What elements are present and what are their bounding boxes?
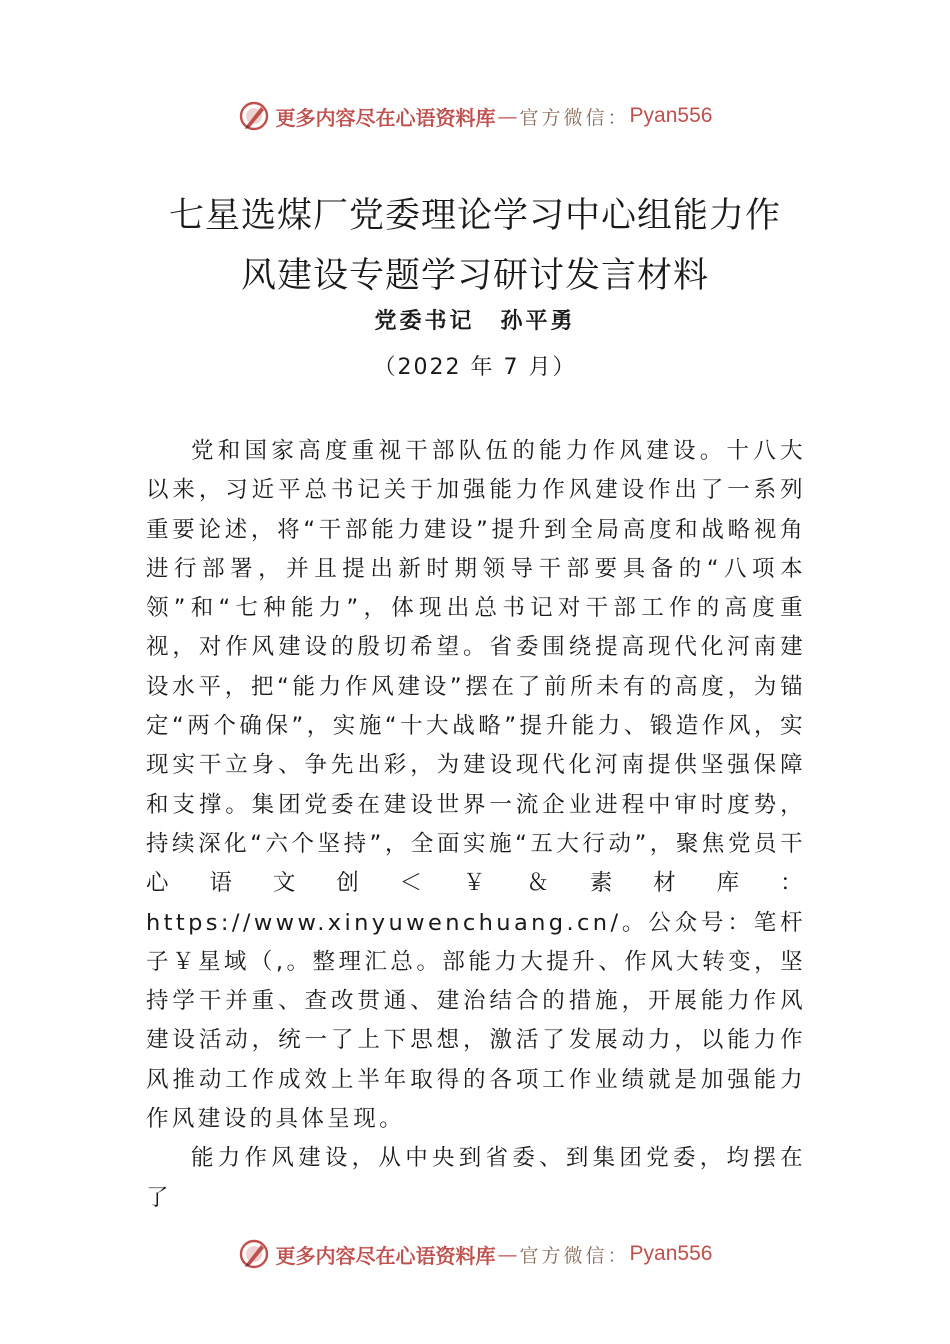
body-paragraph: 能力作风建设，从中央到省委、到集团党委，均摆在了 <box>146 1145 806 1211</box>
watermark-wechat-id: Pyan556 <box>629 104 713 127</box>
author-line <box>0 304 950 335</box>
document-body <box>146 432 806 1218</box>
watermark-wechat-id: Pyan556 <box>629 1242 713 1265</box>
watermark-dash: — <box>497 104 518 128</box>
document-title-line2: 风建设专题学习研讨发言材料 <box>240 256 709 296</box>
watermark-banner-top <box>0 96 950 136</box>
body-paragraph: 党和国家高度重视干部队伍的能力作风建设。十八大以来，习近平总书记关于加强能力作风建设作出了一系列重要论述，将“干部能力建设”提升到全局高度和战略视角进行部署，并且提出新时期领导干部要具备的“八项本领”和“七种能力”，体现出总书记对干部工作的高度重视，对作风建设的殷切希望。省委围绕提高现代化河南建设水平，把“能力作风建设”摆在了前所未有的高度，为锚定“两个确保”，实施“十大战略”提升能力、锻造作风，实现实干立身、争先出彩，为建设现代化河南提供坚强保障和支撑。集团党委在建设世界一流企业进程中审时度势，持续深化“六个坚持”，全面实施“五大行动”，聚焦党员干心语文创＜￥＆素材库：https://www.xinyuwenchuang.cn/。公众号：笔杆子￥星域（,。整理汇总。部能力大提升、作风大转变，坚持学干并重、查改贯通、建治结合的措施，开展能力作风建设活动，统一了上下思想，激活了发展动力，以能力作风推动工作成效上半年取得的各项工作业绩就是加强能力作风建设的具体呈现。 <box>146 438 806 1133</box>
pen-seal-icon <box>238 100 270 132</box>
pen-seal-icon <box>238 1238 270 1270</box>
watermark-dash: — <box>497 1242 518 1266</box>
author-name: 孙平勇 <box>500 308 576 334</box>
document-date: （2022 年 7 月） <box>373 355 577 380</box>
watermark-wechat-label: 官方微信： <box>519 106 630 129</box>
watermark-brand: 更多内容尽在心语资料库 <box>275 1243 496 1268</box>
document-title-line1: 七星选煤厂党委理论学习中心组能力作 <box>168 196 781 236</box>
author-role: 党委书记 <box>374 308 475 334</box>
watermark-wechat-label: 官方微信： <box>519 1244 630 1267</box>
watermark-brand: 更多内容尽在心语资料库 <box>275 105 496 130</box>
watermark-banner-bottom <box>0 1234 950 1274</box>
